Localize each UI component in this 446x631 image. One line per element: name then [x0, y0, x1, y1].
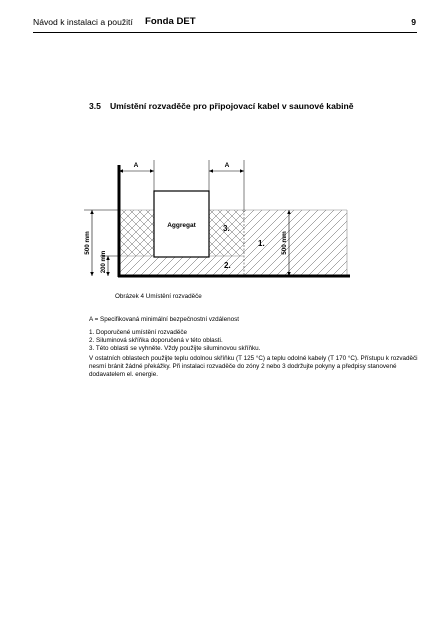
legend-a: [89, 316, 419, 324]
zone-1-label: 1.: [258, 239, 265, 248]
document-title: Návod k instalaci a použití: [33, 17, 133, 27]
list-item: 1. Doporučené umístění rozvaděče: [89, 329, 188, 336]
product-name: Fonda DET: [145, 16, 196, 27]
list-item: 3. Této oblasti se vyhněte. Vždy použijte siluminovou skříňku.: [89, 345, 261, 352]
list-item: 2. Siluminová skříňka doporučená v této oblasti.: [89, 337, 223, 344]
zone-3-label: 3.: [223, 224, 230, 233]
zone-2-label: 2.: [224, 261, 231, 270]
page-number: 9: [411, 17, 416, 27]
legend-a-text: A = Specifikovaná minimální bezpečnostní vzdálenost: [89, 316, 239, 323]
height-500mm-right-label: 500 mm: [281, 231, 288, 255]
height-200mm-label: 200 mm: [101, 250, 107, 274]
zone-list: [89, 329, 419, 353]
figure-caption: Obrázek 4 Umístění rozvaděče: [115, 293, 202, 300]
section-number: 3.5: [89, 101, 101, 111]
section-title: Umístění rozvaděče pro připojovací kabel v saunové kabině: [109, 101, 354, 111]
installation-note: [89, 355, 419, 379]
height-500mm-left-label: 500 mm: [84, 231, 91, 255]
distance-a-right-label: A: [224, 162, 230, 169]
aggregat-label: Aggregat: [167, 222, 196, 229]
distance-a-left-label: A: [133, 162, 139, 169]
note-paragraph: V ostatních oblastech použijte teplu odolnou skříňku (T 125 °C) a teplu odolné kabely (T 170 °C). Přístupu k rozvaděči nesmí bránit žádné překážky. Při instalaci rozvaděče do zóny 2 nebo 3 dodržujte pokyny a předpisy stanovené dodavatelem el. energie.: [89, 355, 418, 378]
